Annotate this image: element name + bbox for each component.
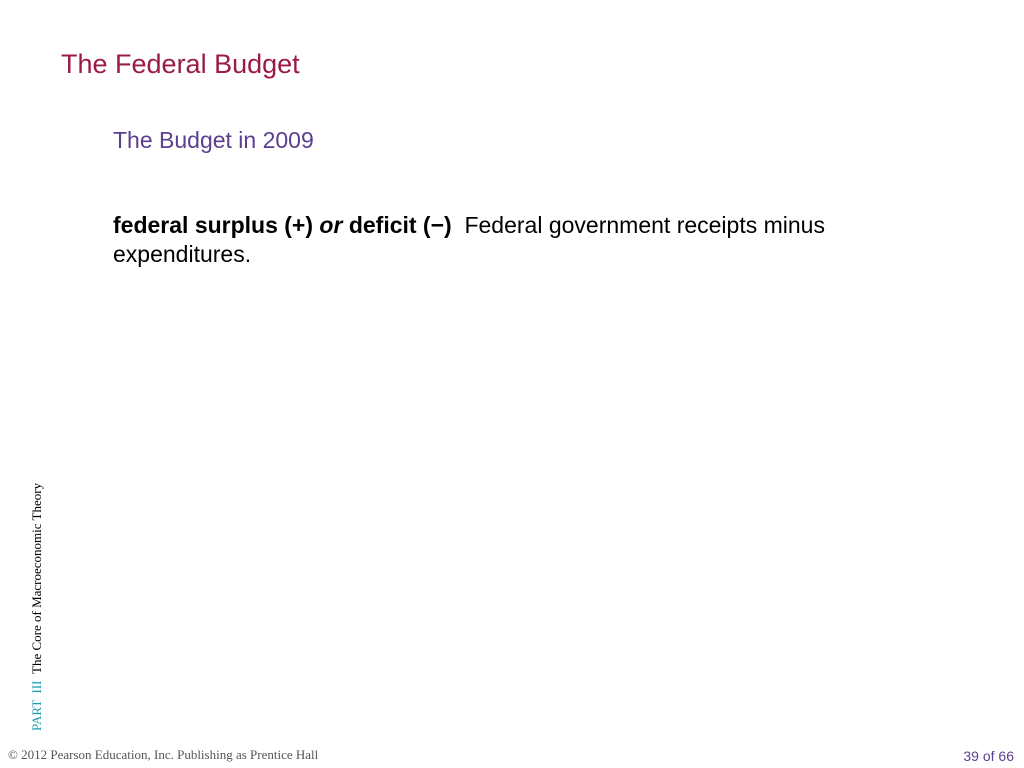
definition-term-or: or <box>319 212 343 238</box>
slide-title: The Federal Budget <box>61 49 300 79</box>
definition-term-deficit: deficit (−) <box>348 212 452 238</box>
definition-term-surplus: federal surplus (+) <box>113 212 314 238</box>
page-number: 39 of 66 <box>963 748 1014 764</box>
definition-text: Federal government receipts minus expenditures. <box>113 212 825 267</box>
part-title-label: The Core of Macroeconomic Theory <box>29 482 44 674</box>
vertical-part-label <box>29 483 45 731</box>
copyright-footer: © 2012 Pearson Education, Inc. Publishing as Prentice Hall <box>8 747 319 762</box>
slide-subtitle: The Budget in 2009 <box>113 127 314 153</box>
part-number-label: PART III <box>29 680 44 731</box>
definition-paragraph <box>113 211 943 269</box>
